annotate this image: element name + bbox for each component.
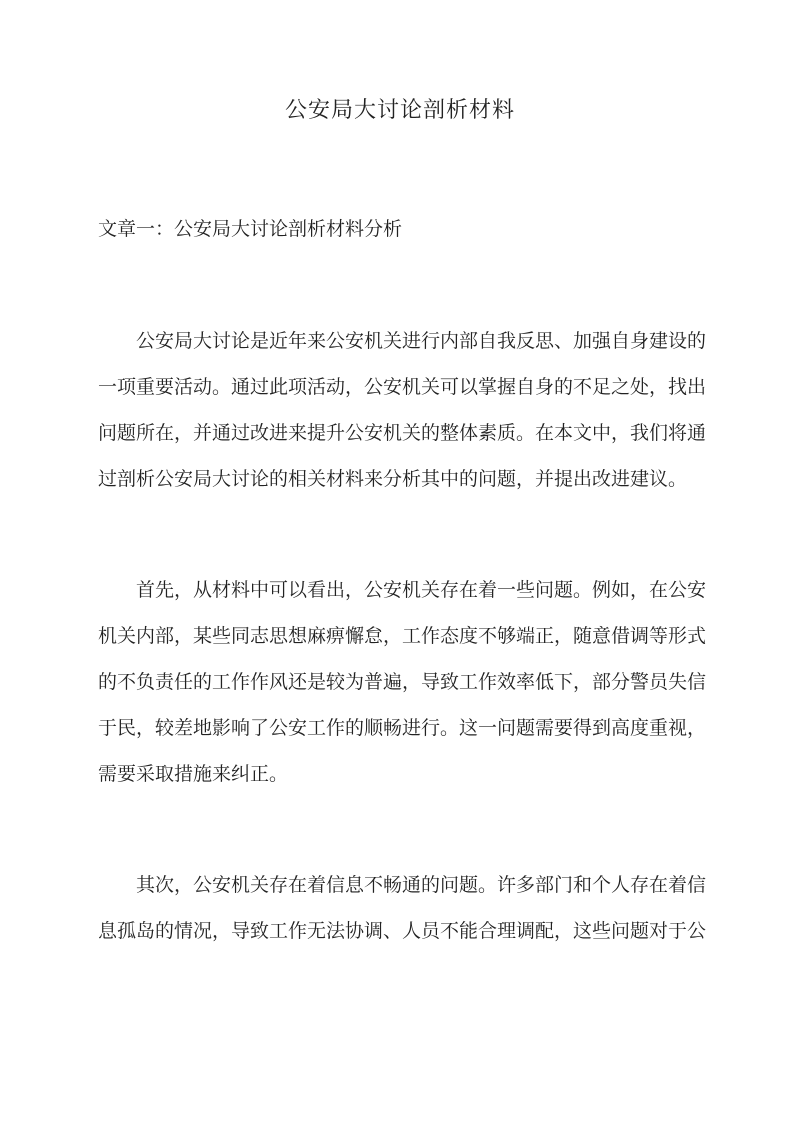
paragraph-line: 于民，较差地影响了公安工作的顺畅进行。这一问题需要得到高度重视， — [98, 717, 707, 739]
paragraph-second-point — [98, 862, 707, 954]
paragraph-first-point — [98, 567, 707, 797]
paragraph-line: 机关内部，某些同志思想麻痹懈怠，工作态度不够端正，随意借调等形式 — [98, 625, 707, 647]
paragraph-line: 的不负责任的工作作风还是较为普遍，导致工作效率低下，部分警员失信 — [98, 671, 707, 693]
article-subheading: 文章一：公安局大讨论剖析材料分析 — [98, 218, 403, 240]
paragraph-line: 首先，从材料中可以看出，公安机关存在着一些问题。例如，在公安 — [136, 579, 707, 601]
paragraph-line: 过剖析公安局大讨论的相关材料来分析其中的问题，并提出改进建议。 — [98, 468, 688, 490]
paragraph-line: 一项重要活动。通过此项活动，公安机关可以掌握自身的不足之处，找出 — [98, 376, 707, 398]
paragraph-line: 息孤岛的情况，导致工作无法协调、人员不能合理调配，这些问题对于公 — [98, 920, 707, 942]
paragraph-line: 问题所在，并通过改进来提升公安机关的整体素质。在本文中，我们将通 — [98, 422, 707, 444]
paragraph-line: 公安局大讨论是近年来公安机关进行内部自我反思、加强自身建设的 — [136, 330, 707, 352]
paragraph-line: 需要采取措施来纠正。 — [98, 763, 289, 785]
paragraph-line: 其次，公安机关存在着信息不畅通的问题。许多部门和个人存在着信 — [136, 874, 707, 896]
document-title: 公安局大讨论剖析材料 — [284, 98, 515, 123]
paragraph-intro — [98, 318, 707, 502]
